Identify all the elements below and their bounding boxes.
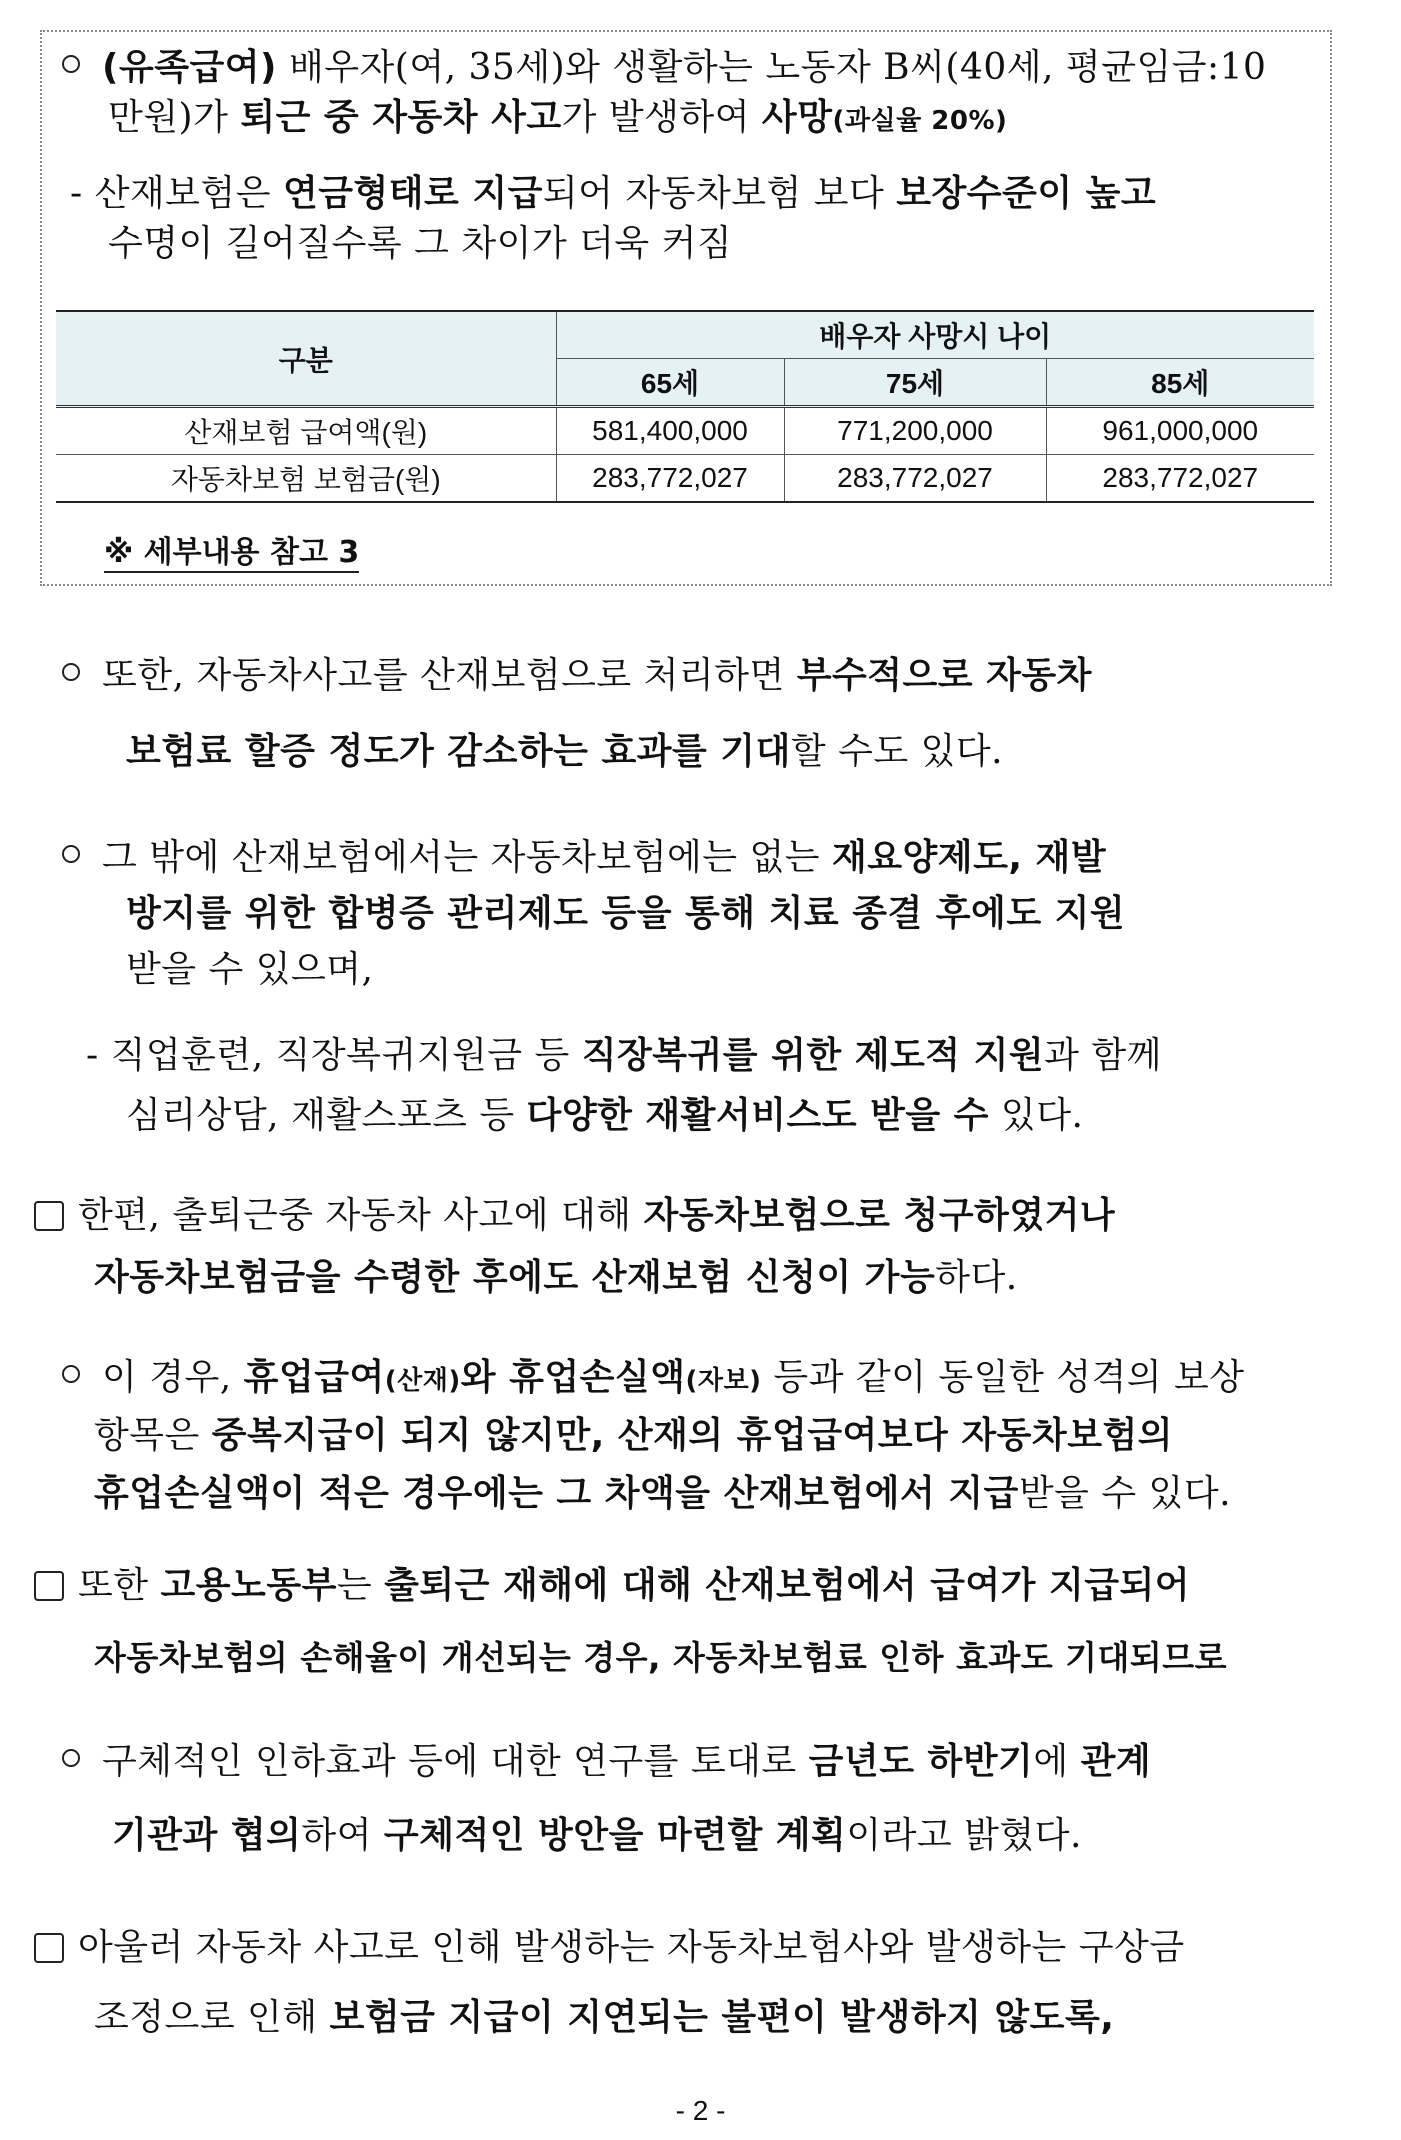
box-paragraph-2: - 산재보험은 연금형태로 지급되어 자동차보험 보다 보장수준이 높고	[70, 173, 1157, 214]
dash-bullet: -	[70, 173, 95, 214]
paragraph-s3: - 직업훈련, 직장복귀지원금 등 직장복귀를 위한 제도적 지원과 함께	[86, 1035, 1162, 1076]
bullet-circle-icon	[62, 663, 80, 681]
header-category: 구분	[56, 311, 556, 407]
comparison-table	[56, 310, 1314, 503]
row-label: 산재보험 급여액(원)	[56, 407, 556, 455]
table-cell: 771,200,000	[784, 407, 1046, 455]
row-label: 자동차보험 보험금(원)	[56, 455, 556, 503]
header-age: 65세	[556, 359, 784, 407]
paragraph-s2: 그 밖에 산재보험에서는 자동차보험에는 없는 재요양제도, 재발	[62, 836, 1106, 880]
checkbox-square-icon	[34, 1201, 64, 1231]
reference-note: ※ 세부내용 참고 3	[104, 535, 359, 573]
text: 배우자(여, 35세)와 생활하는 노동자 B씨(40세, 평균임금:10	[288, 47, 1267, 88]
box-paragraph-1	[62, 46, 1266, 90]
paragraph-s2-line-2: 방지를 위한 합병증 관리제도 등을 통해 치료 종결 후에도 지원	[126, 893, 1126, 934]
bullet-circle-icon	[62, 1365, 80, 1383]
paragraph-s5-line-3: 휴업손실액이 적은 경우에는 그 차액을 산재보험에서 지급받을 수 있다.	[94, 1473, 1232, 1514]
table-row	[56, 455, 1314, 503]
paragraph-s6-line-2: 자동차보험의 손해율이 개선되는 경우, 자동차보험료 인하 효과도 기대되므로	[94, 1638, 1228, 1677]
box-paragraph-2-line-2: 수명이 길어질수록 그 차이가 더욱 커짐	[108, 223, 733, 264]
paragraph-s5: 이 경우, 휴업급여(산재)와 휴업손실액(자보) 등과 같이 동일한 성격의 보상	[62, 1356, 1245, 1403]
paragraph-s7-line-2: 기관과 협의하여 구체적인 방안을 마련할 계획이라고 밝혔다.	[112, 1815, 1082, 1856]
paragraph-s6: 또한 고용노동부는 출퇴근 재해에 대해 산재보험에서 급여가 지급되어	[34, 1564, 1190, 1608]
paragraph-s1-line-2: 보험료 할증 정도가 감소하는 효과를 기대할 수도 있다.	[126, 731, 1004, 772]
header-age: 85세	[1046, 359, 1314, 407]
table-cell: 283,772,027	[556, 455, 784, 503]
paragraph-s5-line-2: 항목은 중복지급이 되지 않지만, 산재의 휴업급여보다 자동차보험의	[94, 1415, 1174, 1456]
bullet-circle-icon	[62, 1749, 80, 1767]
checkbox-square-icon	[34, 1933, 64, 1963]
checkbox-square-icon	[34, 1571, 64, 1601]
paragraph-s3-line-2: 심리상담, 재활스포츠 등 다양한 재활서비스도 받을 수 있다.	[126, 1095, 1084, 1136]
paragraph-s1: 또한, 자동차사고를 산재보험으로 처리하면 부수적으로 자동차	[62, 654, 1092, 698]
paragraph-s4: 한편, 출퇴근중 자동차 사고에 대해 자동차보험으로 청구하였거나	[34, 1194, 1115, 1238]
bullet-circle-icon	[62, 845, 80, 863]
paragraph-s2-line-3: 받을 수 있으며,	[126, 949, 374, 990]
page-number: - 2 -	[675, 2095, 726, 2126]
table-row	[56, 407, 1314, 455]
paragraph-s8-line-2: 조정으로 인해 보험금 지급이 지연되는 불편이 발생하지 않도록,	[94, 1997, 1115, 2038]
bullet-circle-icon	[62, 55, 80, 73]
table-cell: 961,000,000	[1046, 407, 1314, 455]
table-cell: 283,772,027	[1046, 455, 1314, 503]
header-spouse-age: 배우자 사망시 나이	[556, 311, 1314, 359]
paragraph-s4-line-2: 자동차보험금을 수령한 후에도 산재보험 신청이 가능하다.	[94, 1257, 1018, 1298]
paragraph-s8: 아울러 자동차 사고로 인해 발생하는 자동차보험사와 발생하는 구상금	[34, 1926, 1185, 1970]
header-age: 75세	[784, 359, 1046, 407]
dash-bullet: -	[86, 1035, 111, 1076]
table-cell: 283,772,027	[784, 455, 1046, 503]
text-bold: (유족급여)	[102, 47, 278, 88]
table-cell: 581,400,000	[556, 407, 784, 455]
paragraph-s7: 구체적인 인하효과 등에 대한 연구를 토대로 금년도 하반기에 관계	[62, 1740, 1151, 1784]
box-paragraph-1-line-2: 만원)가 퇴근 중 자동차 사고가 발생하여 사망(과실율 20%)	[108, 97, 1008, 138]
